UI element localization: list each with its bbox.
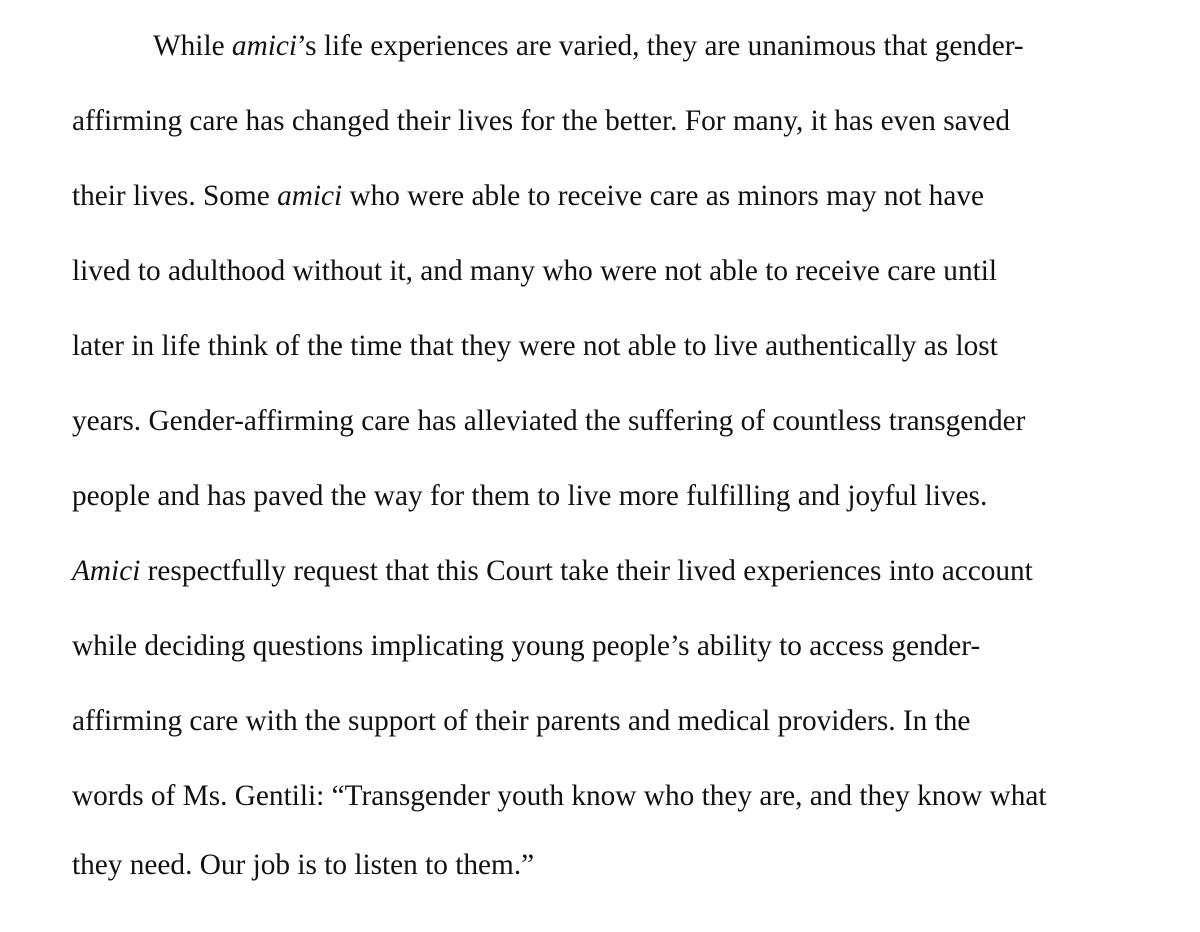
- text-line: affirming care has changed their lives for the better. For many, it has even saved: [72, 105, 1010, 137]
- text-line: lived to adulthood without it, and many who were not able to receive care until: [72, 255, 998, 287]
- text-line: later in life think of the time that they were not able to live authentically as lost: [72, 330, 998, 362]
- text-line: their lives. Some amici who were able to receive care as minors may not have: [72, 180, 984, 212]
- text-line: Amici respectfully request that this Court take their lived experiences into account: [72, 555, 1033, 587]
- text-line: they need. Our job is to listen to them.”: [72, 849, 535, 881]
- text-line: while deciding questions implicating young people’s ability to access gender-: [72, 630, 981, 662]
- text-line: While amici’s life experiences are varied, they are unanimous that gender-: [153, 30, 1024, 62]
- text-line: people and has paved the way for them to live more fulfilling and joyful lives.: [72, 480, 988, 512]
- text-line: affirming care with the support of their parents and medical providers. In the: [72, 705, 971, 737]
- text-line: words of Ms. Gentili: “Transgender youth know who they are, and they know what: [72, 780, 1047, 812]
- text-line: years. Gender-affirming care has alleviated the suffering of countless transgender: [72, 405, 1026, 437]
